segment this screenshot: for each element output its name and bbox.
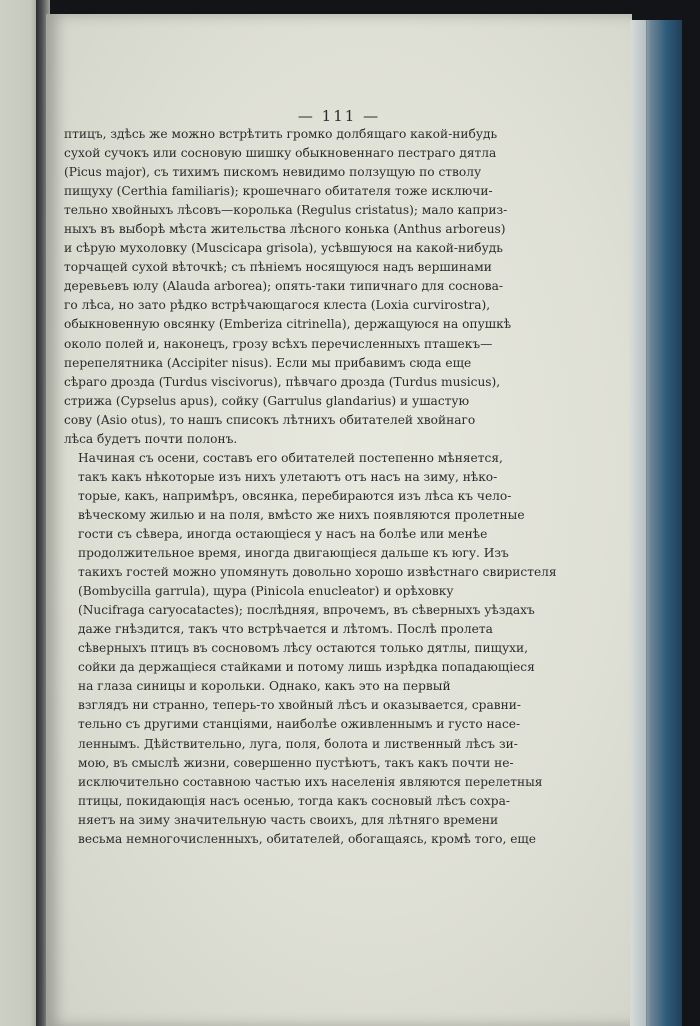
text-line: вѣческому жилью и на поля, вмѣсто же нихъ появляются пролетные [78,507,525,522]
text-line: мою, въ смыслѣ жизни, совершенно пустѣютъ, такъ какъ почти не- [78,755,514,770]
text-line: сойки да держащіеся стайками и потому лишь изрѣдка попадающіеся [78,660,535,675]
text-line: сѣраго дрозда (Turdus viscivorus), пѣвчаго дрозда (Turdus musicus), [64,374,501,389]
text-line: няетъ на зиму значительную часть своихъ, для лѣтняго времени [78,812,499,827]
text-line: продолжительное время, иногда двигающіеся дальше къ югу. Изъ [78,546,509,561]
text-line: торчащей сухой вѣточкѣ; съ пѣніемъ носящуюся надъ вершинами [64,260,492,275]
text-line: исключительно составною частью ихъ населенія являются перелетныя [78,774,543,789]
text-line: и сѣрую мухоловку (Muscicapa grisola), усѣвшуюся на какой-нибудь [64,241,503,256]
text-line: стрижа (Cypselus apus), сойку (Garrulus glandarius) и ушастую [64,393,470,408]
text-line: деревьевъ юлу (Alauda arborea); опять-таки типичнаго для соснова- [64,279,504,294]
text-line: сѣверныхъ птицъ въ сосновомъ лѣсу остаются только дятлы, пищухи, [78,641,528,656]
text-line: леннымъ. Дѣйствительно, луга, поля, болота и лиственный лѣсъ зи- [78,736,518,751]
text-line: такъ какъ нѣкоторые изъ нихъ улетаютъ отъ насъ на зиму, нѣко- [78,469,498,484]
text-line: взглядъ ни странно, теперь-то хвойный лѣсъ и оказывается, сравни- [78,698,521,713]
text-line: около полей и, наконецъ, грозу всѣхъ перечисленныхъ пташекъ— [64,336,493,351]
text-line: обыкновенную овсянку (Emberiza citrinella), держащуюся на опушкѣ [64,317,512,332]
text-line: пищуху (Certhia familiaris); крошечнаго обитателя тоже исключи- [64,184,493,199]
text-line: торые, какъ, напримѣръ, овсянка, перебираются изъ лѣса къ чело- [78,488,512,503]
text-line: гости съ сѣвера, иногда остающіеся у насъ на болѣе или менѣе [78,526,488,541]
text-line: даже гнѣздится, такъ что встрѣчается и лѣтомъ. Послѣ пролета [78,622,493,637]
text-line: (Picus major), съ тихимъ пискомъ невидимо ползущую по стволу [64,165,482,180]
text-line: сову (Asio otus), то нашъ списокъ лѣтнихъ обитателей хвойнаго [64,412,476,427]
text-line: Начиная съ осени, составъ его обитателей постепенно мѣняется, [78,450,503,465]
paragraph-2 [64,449,557,849]
text-line: перепелятника (Accipiter nisus). Если мы прибавимъ сюда еще [64,355,472,370]
text-line: сухой сучокъ или сосновую шишку обыкновеннаго пестраго дятла [64,146,497,161]
text-line: весьма немногочисленныхъ, обитателей, обогащаясь, кромѣ того, еще [78,831,536,846]
text-line: птицъ, здѣсь же можно встрѣтить громко долбящаго какой-нибудь [64,127,498,141]
page-number: — 111 — [297,107,381,125]
text-line: ныхъ въ выборѣ мѣста жительства лѣсного конька (Anthus arboreus) [64,222,506,237]
text-line: птицы, покидающія насъ осенью, тогда какъ сосновый лѣсъ сохра- [78,793,510,808]
text-line: (Bombycilla garrula), щура (Pinicola enucleator) и орѣховку [78,584,454,599]
text-line: тельно хвойныхъ лѣсовъ—королька (Regulus cristatus); мало каприз- [64,203,508,218]
text-line: лѣса будетъ почти полонъ. [64,431,238,446]
text-line: на глаза синицы и корольки. Однако, какъ это на первый [78,679,451,694]
text-line: такихъ гостей можно упомянуть довольно хорошо извѣстнаго свиристеля [78,565,557,580]
text-line: (Nucifraga caryocatactes); послѣдняя, впрочемъ, въ сѣверныхъ уѣздахъ [78,603,535,618]
text-line: го лѣса, но зато рѣдко встрѣчающагося клеста (Loxia curvirostra), [64,298,491,313]
page-stack-edge [630,20,647,1026]
page-body [64,125,557,849]
paragraph-1 [64,125,512,449]
text-line: тельно съ другими станціями, наиболѣе оживленнымъ и густо насе- [78,717,521,732]
